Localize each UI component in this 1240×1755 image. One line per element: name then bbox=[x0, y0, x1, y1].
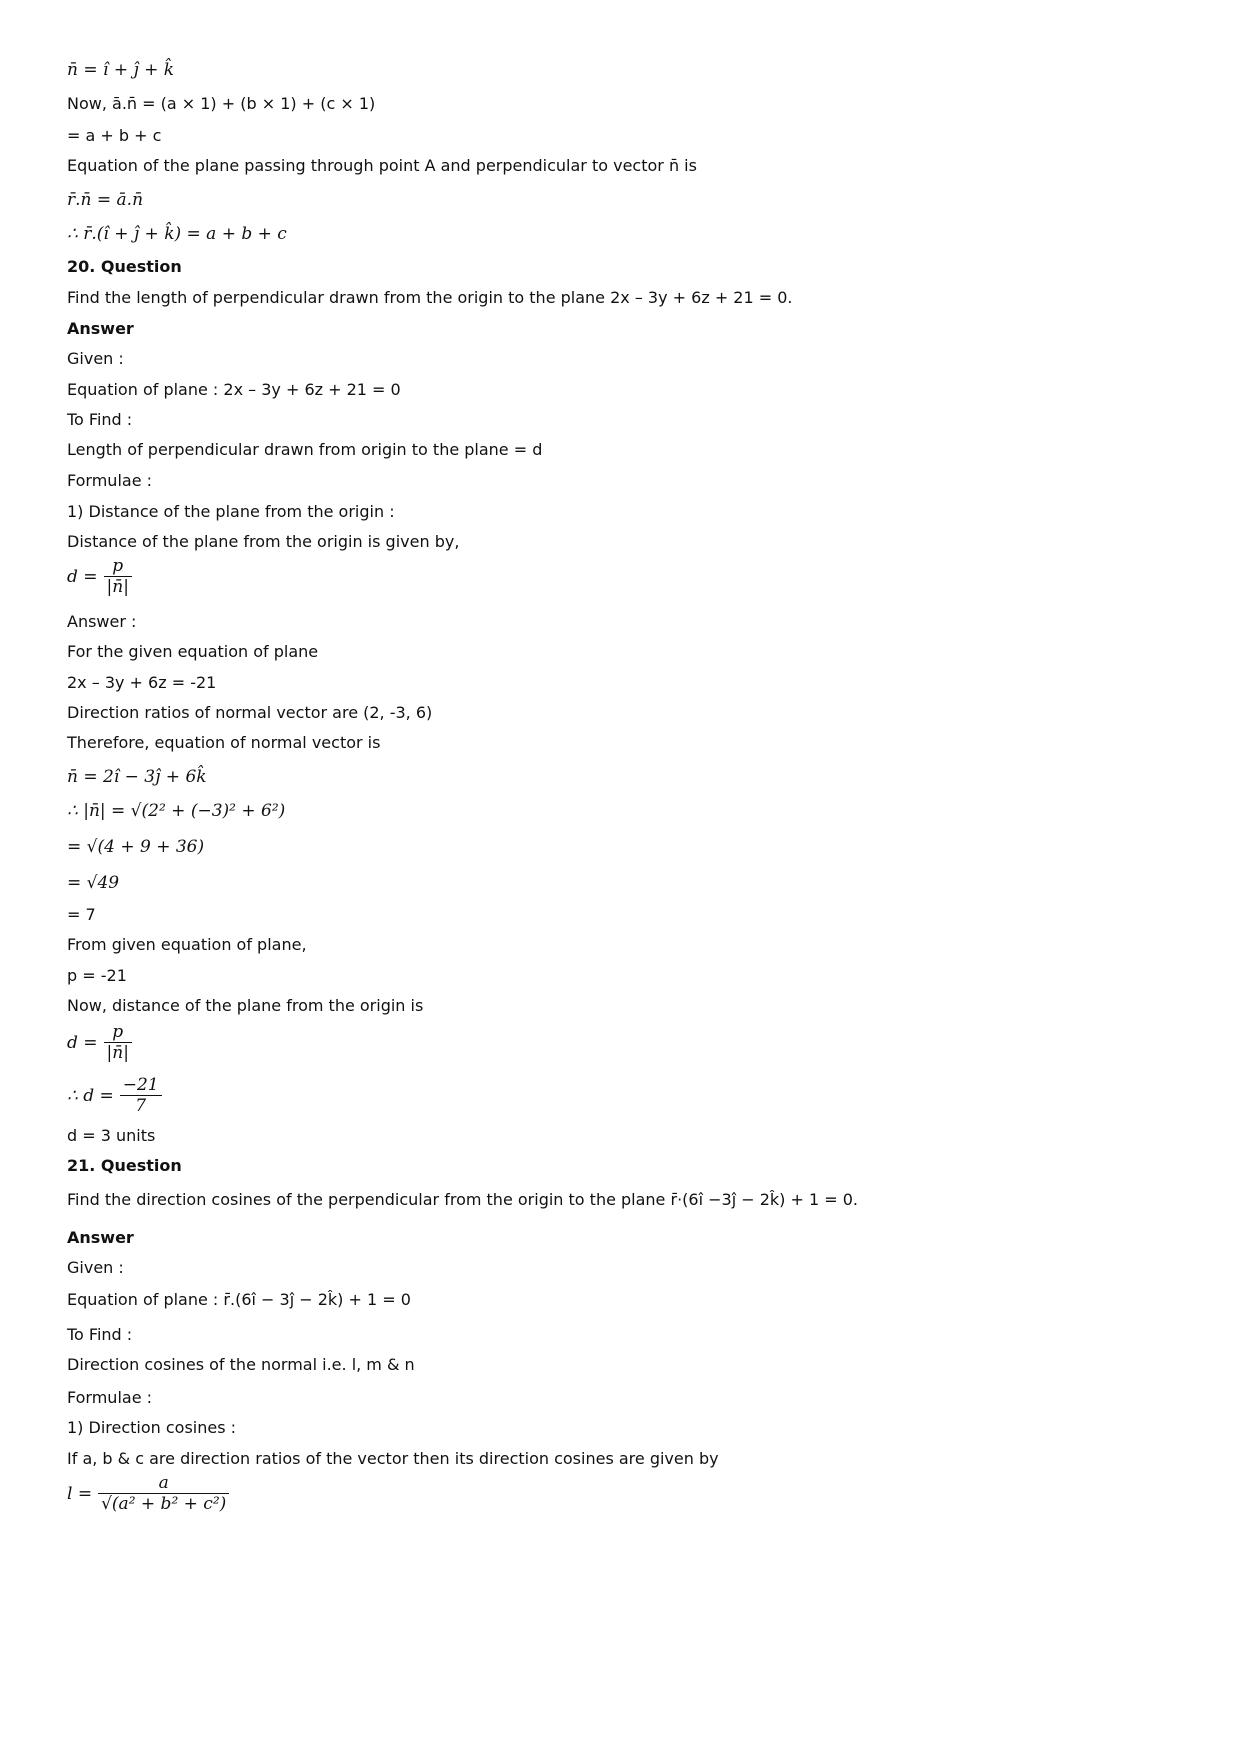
text-line: Answer : bbox=[67, 612, 137, 631]
math-equation: ∴ r̄.(î + ĵ + k̂) = a + b + c bbox=[67, 224, 287, 244]
fraction bbox=[104, 1022, 132, 1063]
fraction-numerator: a bbox=[98, 1473, 229, 1494]
fraction-numerator: −21 bbox=[120, 1075, 162, 1096]
fraction-denominator: |n̄| bbox=[106, 1043, 129, 1063]
equation-direction-cosine-l bbox=[67, 1473, 229, 1514]
text-line: 2x – 3y + 6z = -21 bbox=[67, 673, 217, 692]
text-line: Length of perpendicular drawn from origin to the plane = d bbox=[67, 440, 543, 459]
text-line: = a + b + c bbox=[67, 126, 162, 145]
text-line: Given : bbox=[67, 1258, 124, 1277]
text-line: 1) Direction cosines : bbox=[67, 1418, 237, 1437]
text-line: Now, distance of the plane from the origin is bbox=[67, 996, 424, 1015]
text-line: Equation of plane : 2x – 3y + 6z + 21 = 0 bbox=[67, 380, 401, 399]
math-equation: n̄ = î + ĵ + k̂ bbox=[67, 60, 175, 80]
equation-lhs: d = bbox=[67, 1032, 98, 1053]
section-heading: Answer bbox=[67, 319, 134, 338]
fraction-denominator: |n̄| bbox=[106, 577, 129, 597]
text-line: From given equation of plane, bbox=[67, 935, 307, 954]
fraction-numerator: p bbox=[104, 1022, 132, 1043]
math-equation: ∴ |n̄| = √(2² + (−3)² + 6²) bbox=[67, 801, 286, 821]
text-line: Distance of the plane from the origin is given by, bbox=[67, 532, 460, 551]
equation-distance-formula bbox=[67, 556, 132, 597]
equation-distance-value bbox=[67, 1075, 162, 1116]
text-line: Therefore, equation of normal vector is bbox=[67, 733, 381, 752]
text-line: Direction cosines of the normal i.e. l, m & n bbox=[67, 1355, 415, 1374]
text-line: d = 3 units bbox=[67, 1126, 156, 1145]
text-line: For the given equation of plane bbox=[67, 642, 319, 661]
section-heading: 21. Question bbox=[67, 1156, 182, 1175]
text-line: Equation of plane : r̄.(6î − 3ĵ − 2k̂) + 1 = 0 bbox=[67, 1290, 411, 1309]
math-equation: = √(4 + 9 + 36) bbox=[67, 837, 205, 857]
text-line: Formulae : bbox=[67, 1388, 153, 1407]
text-line: Direction ratios of normal vector are (2, -3, 6) bbox=[67, 703, 433, 722]
fraction bbox=[120, 1075, 162, 1116]
equation-lhs: d = bbox=[67, 566, 98, 587]
text-line: To Find : bbox=[67, 410, 133, 429]
section-heading: 20. Question bbox=[67, 257, 182, 276]
text-line: To Find : bbox=[67, 1325, 133, 1344]
equation-distance-restated bbox=[67, 1022, 132, 1063]
text-line: Now, ā.n̄ = (a × 1) + (b × 1) + (c × 1) bbox=[67, 94, 376, 113]
fraction-numerator: p bbox=[104, 556, 132, 577]
text-line: If a, b & c are direction ratios of the vector then its direction cosines are given by bbox=[67, 1449, 719, 1468]
math-equation: r̄.n̄ = ā.n̄ bbox=[67, 190, 144, 210]
text-line: Formulae : bbox=[67, 471, 153, 490]
fraction-denominator: √(a² + b² + c²) bbox=[101, 1494, 227, 1514]
section-heading: Answer bbox=[67, 1228, 134, 1247]
fraction-denominator: 7 bbox=[135, 1096, 147, 1116]
math-equation: n̄ = 2î − 3ĵ + 6k̂ bbox=[67, 767, 207, 787]
text-line: Find the direction cosines of the perpendicular from the origin to the plane r̄·(6î −3ĵ − 2k̂) + 1 = 0. bbox=[67, 1190, 858, 1209]
equation-lhs: l = bbox=[67, 1483, 93, 1504]
text-line: 1) Distance of the plane from the origin : bbox=[67, 502, 395, 521]
text-line: Find the length of perpendicular drawn from the origin to the plane 2x – 3y + 6z + 21 = 0. bbox=[67, 288, 793, 307]
math-equation: = √49 bbox=[67, 873, 120, 893]
text-line: Equation of the plane passing through point A and perpendicular to vector n̄ is bbox=[67, 156, 697, 175]
text-line: = 7 bbox=[67, 905, 96, 924]
text-line: p = -21 bbox=[67, 966, 127, 985]
text-line: Given : bbox=[67, 349, 124, 368]
fraction bbox=[98, 1473, 229, 1514]
equation-lhs: ∴ d = bbox=[67, 1085, 114, 1106]
fraction bbox=[104, 556, 132, 597]
